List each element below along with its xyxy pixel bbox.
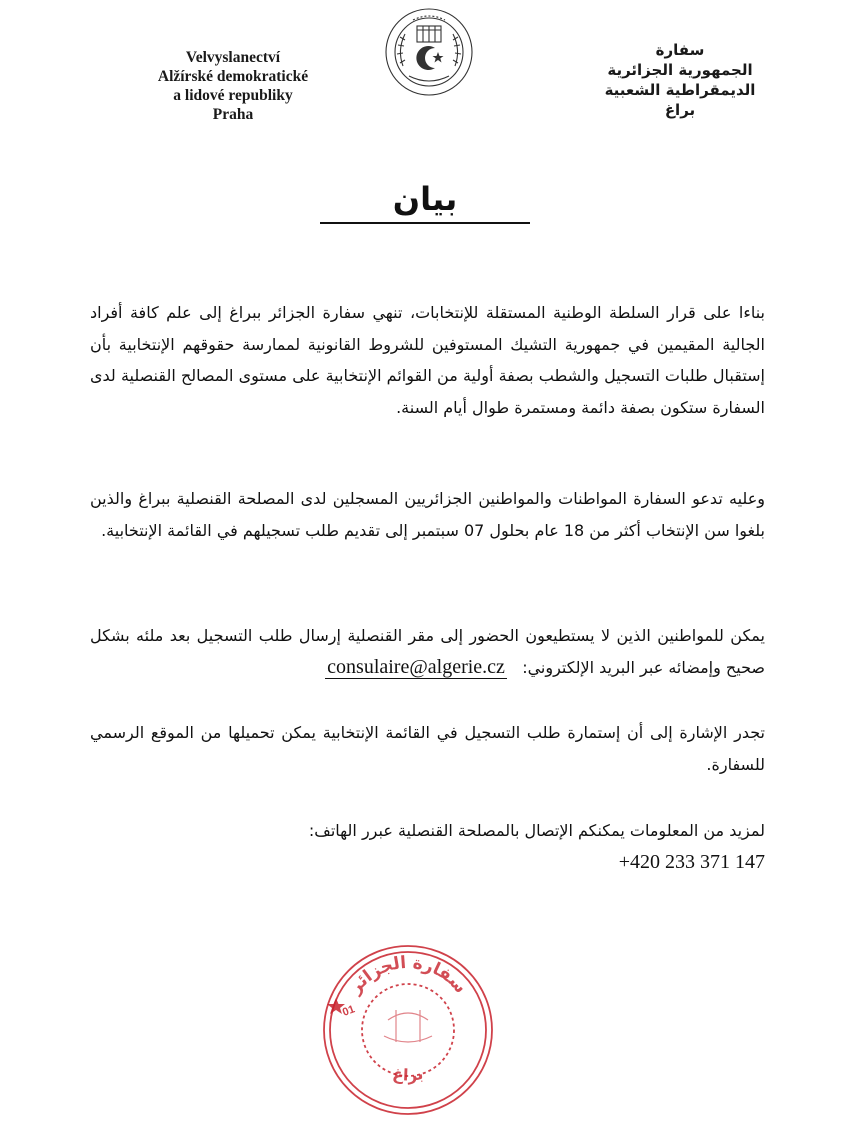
header-czech (118, 48, 348, 124)
phone-number: +420 233 371 147 (618, 850, 765, 873)
paragraph-form-download: تجدر الإشارة إلى أن إستمارة طلب التسجيل في القائمة الإنتخابية يمكن تحميلها من الموقع الرسمي للسفارة. (90, 723, 765, 774)
paragraph-email-instructions (90, 620, 765, 690)
svg-text:سفارة الجزائر (345, 953, 470, 998)
stamp-bottom-text: براغ (391, 1063, 425, 1085)
embassy-stamp-icon (318, 940, 498, 1120)
email-address: consulaire@algerie.cz (327, 655, 505, 678)
document-title: بيان (392, 180, 458, 218)
header-czech-line: Velvyslanectví (185, 49, 281, 66)
header-arabic (560, 40, 800, 120)
algeria-emblem-icon (383, 6, 475, 98)
header-arabic-line: الديمقراطية الشعبية (604, 81, 756, 99)
header-czech-line: Praha (212, 106, 254, 123)
header-czech-line: Alžírské demokratické (157, 68, 309, 85)
paragraph-contact (90, 815, 765, 885)
header-czech-line: a lidové republiky (173, 87, 293, 104)
stamp-number: 01 (340, 1003, 357, 1019)
contact-text: لمزيد من المعلومات يمكنكم الإتصال بالمصلحة القنصلية عبرر الهاتف: (308, 821, 765, 840)
header-arabic-line: الجمهورية الجزائرية (607, 61, 753, 79)
email-instructions-text: يمكن للمواطنين الذين لا يستطيعون الحضور إلى مقر القنصلية إرسال طلب التسجيل بعد ملئه بشكل صحيح وإمضائه عبر البريد الإلكتروني: (90, 626, 765, 677)
paragraph-announcement: بناءا على قرار السلطة الوطنية المستقلة للإنتخابات، تنهي سفارة الجزائر ببراغ إلى علم كافة أفراد الجالية المقيمين في جمهورية التشيك المستوفين للشروط القانونية لممارسة حقوقهم الإنتخابية بأن إستقبال طلبات التسجيل والشطب بصفة أولية من القوائم الإنتخابية على مستوى المصالح القنصلية لدى السفارة ستكون بصفة دائمة ومستمرة طوال أيام السنة. (90, 303, 765, 417)
title-underline (320, 222, 530, 224)
header-arabic-line: سفارة (655, 41, 705, 59)
header-arabic-line: براغ (664, 101, 696, 119)
paragraph-invitation: وعليه تدعو السفارة المواطنات والمواطنين الجزائريين المسجلين لدى المصلحة القنصلية ببراغ والذين بلغوا سن الإنتخاب أكثر من 18 عام بحلول 07 سبتمبر إلى تقديم طلب تسجيلهم في القائمة الإنتخابية. (90, 489, 765, 540)
svg-text:براغ (391, 1064, 425, 1085)
stamp-top-text: سفارة الجزائر (345, 952, 471, 998)
